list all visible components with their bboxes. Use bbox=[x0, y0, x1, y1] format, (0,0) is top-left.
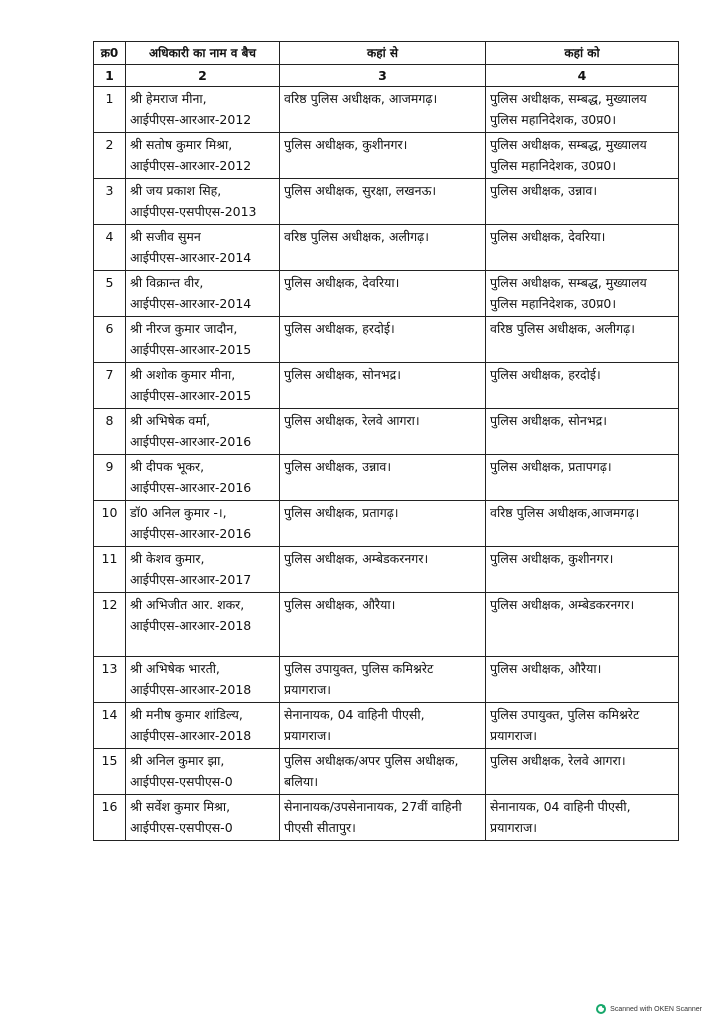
from-posting-cell bbox=[280, 703, 486, 749]
table-row bbox=[94, 87, 679, 133]
serial-number-cell: 1 bbox=[94, 87, 126, 133]
serial-number-cell: 2 bbox=[94, 133, 126, 179]
header-serial: क्र0 bbox=[94, 42, 126, 65]
to-posting-cell bbox=[486, 703, 679, 749]
serial-number-cell: 16 bbox=[94, 795, 126, 841]
table-row bbox=[94, 547, 679, 593]
to-posting-line: पुलिस अधीक्षक, अम्बेडकरनगर। bbox=[490, 597, 635, 612]
to-posting-line: प्रयागराज। bbox=[490, 820, 538, 835]
from-posting-cell bbox=[280, 593, 486, 657]
officer-name: श्री केशव कुमार, bbox=[130, 551, 205, 566]
officer-cell bbox=[126, 133, 280, 179]
officer-batch: आईपीएस-आरआर-2018 bbox=[130, 728, 252, 743]
to-posting-cell bbox=[486, 593, 679, 657]
scanner-logo-icon bbox=[596, 1004, 606, 1014]
from-posting-line: पुलिस उपायुक्त, पुलिस कमिश्नरेट bbox=[284, 661, 434, 676]
table-row bbox=[94, 703, 679, 749]
to-posting-line: पुलिस अधीक्षक, कुशीनगर। bbox=[490, 551, 614, 566]
header-officer-name-batch: अधिकारी का नाम व बैच bbox=[126, 42, 280, 65]
from-posting-cell bbox=[280, 133, 486, 179]
serial-number-cell: 6 bbox=[94, 317, 126, 363]
from-posting-cell bbox=[280, 225, 486, 271]
from-posting-cell bbox=[280, 657, 486, 703]
to-posting-cell bbox=[486, 501, 679, 547]
to-posting-cell bbox=[486, 179, 679, 225]
from-posting-line: सेनानायक, 04 वाहिनी पीएसी, bbox=[284, 707, 425, 722]
column-index: 3 bbox=[280, 65, 486, 87]
officer-batch: आईपीएस-आरआर-2016 bbox=[130, 434, 252, 449]
officer-cell bbox=[126, 317, 280, 363]
officer-batch: आईपीएस-एसपीएस-2013 bbox=[130, 204, 257, 219]
serial-number-cell: 10 bbox=[94, 501, 126, 547]
table-row bbox=[94, 271, 679, 317]
to-posting-cell bbox=[486, 317, 679, 363]
to-posting-cell bbox=[486, 271, 679, 317]
from-posting-cell bbox=[280, 317, 486, 363]
from-posting-line: पुलिस अधीक्षक, कुशीनगर। bbox=[284, 137, 408, 152]
to-posting-cell bbox=[486, 133, 679, 179]
officer-name: श्री अशोक कुमार मीना, bbox=[130, 367, 236, 382]
from-posting-line: पुलिस अधीक्षक, देवरिया। bbox=[284, 275, 400, 290]
column-index: 4 bbox=[486, 65, 679, 87]
to-posting-line: पुलिस अधीक्षक, रेलवे आगरा। bbox=[490, 753, 626, 768]
from-posting-cell bbox=[280, 87, 486, 133]
to-posting-cell bbox=[486, 547, 679, 593]
table-row bbox=[94, 593, 679, 657]
header-from: कहां से bbox=[280, 42, 486, 65]
from-posting-line: पुलिस अधीक्षक, प्रतागढ़। bbox=[284, 505, 399, 520]
officer-cell bbox=[126, 749, 280, 795]
officer-cell bbox=[126, 593, 280, 657]
officer-cell bbox=[126, 87, 280, 133]
to-posting-line: पुलिस अधीक्षक, सम्बद्ध, मुख्यालय bbox=[490, 275, 647, 290]
table-row bbox=[94, 317, 679, 363]
from-posting-line: पुलिस अधीक्षक, सुरक्षा, लखनऊ। bbox=[284, 183, 437, 198]
table-header bbox=[94, 42, 679, 65]
to-posting-cell bbox=[486, 87, 679, 133]
officer-batch: आईपीएस-आरआर-2015 bbox=[130, 342, 252, 357]
officer-name: श्री सतोष कुमार मिश्रा, bbox=[130, 137, 233, 152]
from-posting-line: वरिष्ठ पुलिस अधीक्षक, अलीगढ़। bbox=[284, 229, 429, 244]
officer-batch: आईपीएस-आरआर-2018 bbox=[130, 682, 252, 697]
from-posting-line: पुलिस अधीक्षक, हरदोई। bbox=[284, 321, 395, 336]
to-posting-cell bbox=[486, 225, 679, 271]
officer-cell bbox=[126, 271, 280, 317]
officer-name: डॉ0 अनिल कुमार -।, bbox=[130, 505, 227, 520]
officer-batch: आईपीएस-एसपीएस-0 bbox=[130, 774, 233, 789]
from-posting-cell bbox=[280, 547, 486, 593]
officer-cell bbox=[126, 225, 280, 271]
table-row bbox=[94, 795, 679, 841]
officer-name: श्री सर्वेश कुमार मिश्रा, bbox=[130, 799, 231, 814]
to-posting-line: पुलिस महानिदेशक, उ0प्र0। bbox=[490, 296, 617, 311]
officer-name: श्री मनीष कुमार शांडिल्य, bbox=[130, 707, 243, 722]
from-posting-line: पुलिस अधीक्षक, अम्बेडकरनगर। bbox=[284, 551, 429, 566]
officer-batch: आईपीएस-आरआर-2016 bbox=[130, 480, 252, 495]
to-posting-cell bbox=[486, 363, 679, 409]
to-posting-line: वरिष्ठ पुलिस अधीक्षक, अलीगढ़। bbox=[490, 321, 635, 336]
to-posting-line: पुलिस महानिदेशक, उ0प्र0। bbox=[490, 158, 617, 173]
to-posting-cell bbox=[486, 749, 679, 795]
to-posting-line: पुलिस अधीक्षक, देवरिया। bbox=[490, 229, 606, 244]
to-posting-line: पुलिस अधीक्षक, सम्बद्ध, मुख्यालय bbox=[490, 137, 647, 152]
serial-number-cell: 4 bbox=[94, 225, 126, 271]
serial-number-cell: 7 bbox=[94, 363, 126, 409]
to-posting-line: सेनानायक, 04 वाहिनी पीएसी, bbox=[490, 799, 631, 814]
from-posting-line: पुलिस अधीक्षक, सोनभद्र। bbox=[284, 367, 402, 382]
serial-number-cell: 3 bbox=[94, 179, 126, 225]
from-posting-cell bbox=[280, 795, 486, 841]
to-posting-line: पुलिस अधीक्षक, औरैया। bbox=[490, 661, 602, 676]
table-row bbox=[94, 455, 679, 501]
scanner-watermark bbox=[596, 1004, 702, 1014]
to-posting-cell bbox=[486, 409, 679, 455]
serial-number-cell: 13 bbox=[94, 657, 126, 703]
column-index: 2 bbox=[126, 65, 280, 87]
serial-number-cell: 9 bbox=[94, 455, 126, 501]
officer-name: श्री सजीव सुमन bbox=[130, 229, 201, 244]
officer-batch: आईपीएस-आरआर-2014 bbox=[130, 296, 252, 311]
officer-batch: आईपीएस-आरआर-2017 bbox=[130, 572, 252, 587]
officer-batch: आईपीएस-आरआर-2014 bbox=[130, 250, 252, 265]
to-posting-line: पुलिस अधीक्षक, उन्नाव। bbox=[490, 183, 598, 198]
serial-number-cell: 5 bbox=[94, 271, 126, 317]
from-posting-cell bbox=[280, 179, 486, 225]
officer-cell bbox=[126, 409, 280, 455]
column-index: 1 bbox=[94, 65, 126, 87]
from-posting-line: सेनानायक/उपसेनानायक, 27वीं वाहिनी bbox=[284, 799, 462, 814]
serial-number-cell: 15 bbox=[94, 749, 126, 795]
officer-cell bbox=[126, 363, 280, 409]
from-posting-line: पुलिस अधीक्षक, रेलवे आगरा। bbox=[284, 413, 420, 428]
from-posting-line: वरिष्ठ पुलिस अधीक्षक, आजमगढ़। bbox=[284, 91, 438, 106]
to-posting-cell bbox=[486, 795, 679, 841]
table-row bbox=[94, 133, 679, 179]
to-posting-line: पुलिस अधीक्षक, सम्बद्ध, मुख्यालय bbox=[490, 91, 647, 106]
officer-cell bbox=[126, 501, 280, 547]
to-posting-line: पुलिस अधीक्षक, सोनभद्र। bbox=[490, 413, 608, 428]
transfer-table bbox=[93, 41, 679, 841]
column-index-row bbox=[94, 65, 679, 87]
officer-name: श्री अभिजीत आर. शकर, bbox=[130, 597, 245, 612]
officer-batch: आईपीएस-एसपीएस-0 bbox=[130, 820, 233, 835]
scanner-watermark-text: Scanned with OKEN Scanner bbox=[610, 1005, 702, 1013]
to-posting-line: पुलिस उपायुक्त, पुलिस कमिश्नरेट bbox=[490, 707, 640, 722]
from-posting-cell bbox=[280, 455, 486, 501]
officer-cell bbox=[126, 179, 280, 225]
serial-number-cell: 8 bbox=[94, 409, 126, 455]
from-posting-cell bbox=[280, 501, 486, 547]
from-posting-line: पीएसी सीतापुर। bbox=[284, 820, 356, 835]
officer-batch: आईपीएस-आरआर-2018 bbox=[130, 618, 252, 633]
officer-name: श्री दीपक भूकर, bbox=[130, 459, 205, 474]
officer-name: श्री जय प्रकाश सिह, bbox=[130, 183, 222, 198]
table-body bbox=[94, 65, 679, 841]
serial-number-cell: 11 bbox=[94, 547, 126, 593]
table-row bbox=[94, 749, 679, 795]
to-posting-cell bbox=[486, 455, 679, 501]
to-posting-line: पुलिस महानिदेशक, उ0प्र0। bbox=[490, 112, 617, 127]
officer-name: श्री अनिल कुमार झा, bbox=[130, 753, 225, 768]
officer-name: श्री हेमराज मीना, bbox=[130, 91, 207, 106]
from-posting-cell bbox=[280, 749, 486, 795]
from-posting-cell bbox=[280, 409, 486, 455]
to-posting-line: पुलिस अधीक्षक, प्रतापगढ़। bbox=[490, 459, 612, 474]
header-row bbox=[94, 42, 679, 65]
to-posting-line: पुलिस अधीक्षक, हरदोई। bbox=[490, 367, 601, 382]
table-row bbox=[94, 179, 679, 225]
from-posting-line: बलिया। bbox=[284, 774, 319, 789]
to-posting-line: वरिष्ठ पुलिस अधीक्षक,आजमगढ़। bbox=[490, 505, 640, 520]
officer-name: श्री अभिषेक भारती, bbox=[130, 661, 220, 676]
from-posting-line: पुलिस अधीक्षक, औरैया। bbox=[284, 597, 396, 612]
table-row bbox=[94, 409, 679, 455]
table-row bbox=[94, 225, 679, 271]
officer-cell bbox=[126, 795, 280, 841]
to-posting-cell bbox=[486, 657, 679, 703]
from-posting-line: प्रयागराज। bbox=[284, 682, 332, 697]
table-row bbox=[94, 501, 679, 547]
officer-cell bbox=[126, 547, 280, 593]
from-posting-line: पुलिस अधीक्षक/अपर पुलिस अधीक्षक, bbox=[284, 753, 459, 768]
table-row bbox=[94, 363, 679, 409]
from-posting-cell bbox=[280, 363, 486, 409]
table-row bbox=[94, 657, 679, 703]
serial-number-cell: 14 bbox=[94, 703, 126, 749]
officer-name: श्री नीरज कुमार जादौन, bbox=[130, 321, 238, 336]
officer-name: श्री अभिषेक वर्मा, bbox=[130, 413, 211, 428]
officer-cell bbox=[126, 455, 280, 501]
officer-batch: आईपीएस-आरआर-2012 bbox=[130, 158, 252, 173]
from-posting-line: प्रयागराज। bbox=[284, 728, 332, 743]
officer-cell bbox=[126, 703, 280, 749]
to-posting-line: प्रयागराज। bbox=[490, 728, 538, 743]
officer-batch: आईपीएस-आरआर-2015 bbox=[130, 388, 252, 403]
from-posting-line: पुलिस अधीक्षक, उन्नाव। bbox=[284, 459, 392, 474]
serial-number-cell: 12 bbox=[94, 593, 126, 657]
officer-name: श्री विक्रान्त वीर, bbox=[130, 275, 204, 290]
header-to: कहां को bbox=[486, 42, 679, 65]
officer-batch: आईपीएस-आरआर-2016 bbox=[130, 526, 252, 541]
officer-cell bbox=[126, 657, 280, 703]
officer-batch: आईपीएस-आरआर-2012 bbox=[130, 112, 252, 127]
from-posting-cell bbox=[280, 271, 486, 317]
